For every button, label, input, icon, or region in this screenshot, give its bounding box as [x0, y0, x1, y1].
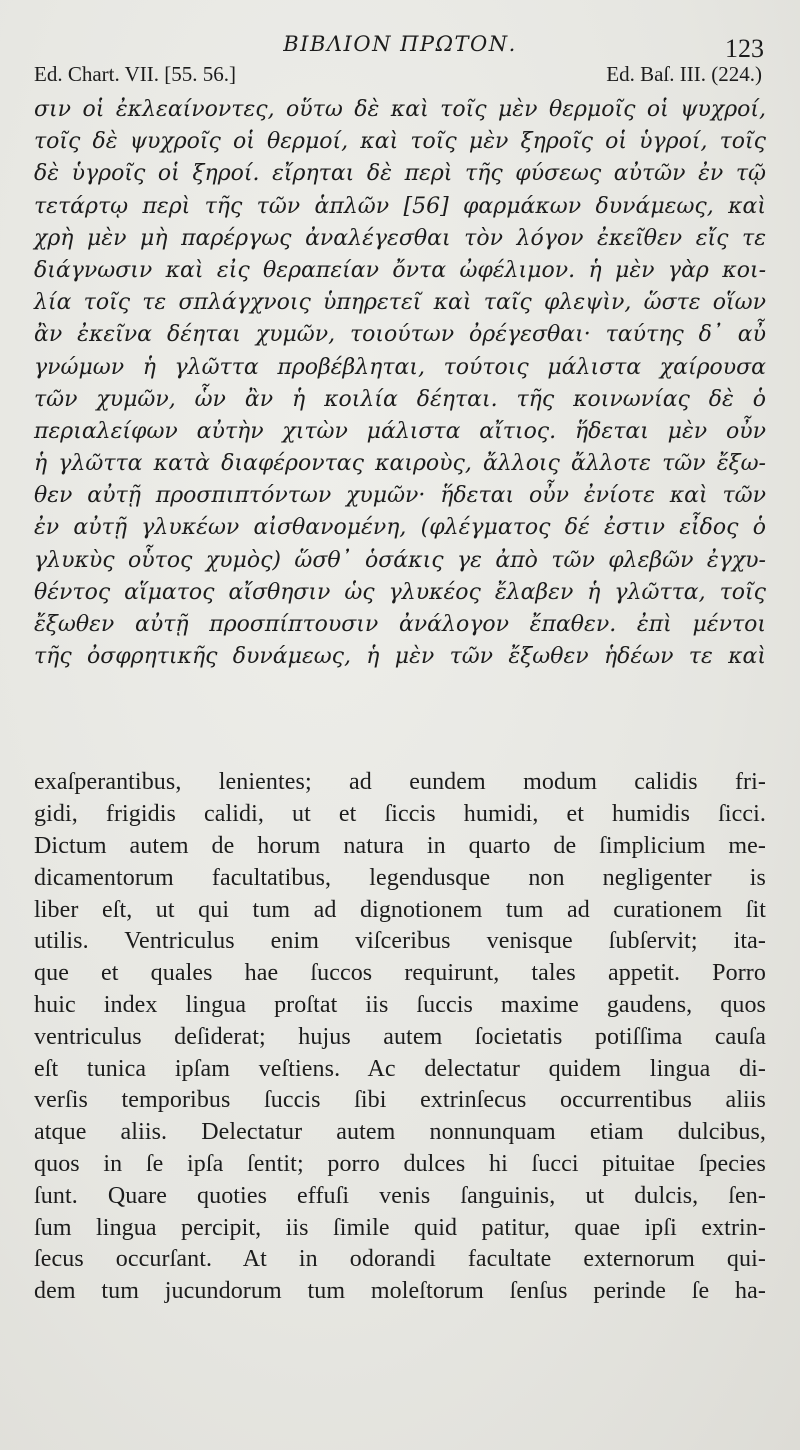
greek-text-line: χρὴ μὲν μὴ παρέργως ἀναλέγεσθαι τὸν λόγον ἐκεῖθεν εἴς τε [34, 225, 766, 251]
latin-text-line: liber eſt, ut qui tum ad dignotionem tum ad curationem ſit [34, 896, 766, 923]
latin-text-line: ſunt. Quare quoties effuſi venis ſanguinis, ut dulcis, ſen- [34, 1182, 766, 1209]
greek-text-line: τοῖς δὲ ψυχροῖς οἱ θερμοί, καὶ τοῖς μὲν ξηροῖς οἱ ὑγροί, τοῖς [34, 129, 766, 155]
greek-text-line: περιαλείφων αὐτὴν χιτὼν μάλιστα αἴτιος. ἥδεται μὲν οὖν [34, 418, 766, 444]
greek-text-line: γλυκὺς οὗτος χυμὸς) ὥσθ᾽ ὁσάκις γε ἀπὸ τῶν φλεβῶν ἐγχυ- [34, 547, 766, 573]
edition-reference-left: Ed. Chart. VII. [55. 56.] [34, 62, 236, 86]
greek-text-line: τῆς ὀσφρητικῆς δυνάμεως, ἡ μὲν τῶν ἔξωθεν ἡδέων τε καὶ [34, 644, 766, 670]
latin-text-line: verſis temporibus ſuccis ſibi extrinſecus occurrentibus aliis [34, 1087, 766, 1114]
latin-text-line: atque aliis. Delectatur autem nonnunquam etiam dulcibus, [34, 1119, 766, 1146]
latin-text-line: huic index lingua proſtat iis ſuccis maxime gaudens, quos [34, 991, 766, 1018]
greek-text-line: θεν αὐτῇ προσπιπτόντων χυμῶν· ἥδεται οὖν ἐνίοτε καὶ τῶν [34, 483, 766, 509]
latin-text-line: ventriculus deſiderat; hujus autem ſocietatis potiſſima cauſa [34, 1023, 766, 1050]
latin-text-line: ſecus occurſant. At in odorandi facultate externorum qui- [34, 1246, 766, 1273]
greek-text-line: τετάρτῳ περὶ τῆς τῶν ἁπλῶν [56] φαρμάκων δυνάμεως, καὶ [34, 193, 766, 219]
greek-text-line: ἂν ἐκεῖνα δέηται χυμῶν, τοιούτων ὀρέγεσθαι· ταύτης δ᾽ αὖ [34, 322, 766, 348]
edition-reference-line [34, 62, 766, 94]
edition-reference-right: Ed. Baſ. III. (224.) [606, 62, 762, 86]
latin-text-line: gidi, frigidis calidi, ut et ſiccis humidi, et humidis ſicci. [34, 801, 766, 828]
greek-text-line: θέντος αἵματος αἴσθησιν ὡς γλυκέος ἔλαβεν ἡ γλῶττα, τοῖς [34, 579, 766, 605]
greek-text-line: ἐν αὐτῇ γλυκέων αἰσθανομένη, (φλέγματος δέ ἐστιν εἶδος ὁ [34, 515, 766, 541]
greek-text-line: ἔξωθεν αὐτῇ προσπίπτουσιν ἀνάλογον ἔπαθεν. ἐπὶ μέντοι [34, 612, 766, 637]
greek-text-line: γνώμων ἡ γλῶττα προβέβληται, τούτοις μάλιστα χαίρουσα [34, 354, 766, 380]
greek-text-line: ἡ γλῶττα κατὰ διαφέροντας καιροὺς, ἄλλοις ἄλλοτε τῶν ἔξω- [34, 451, 766, 477]
latin-text-line: que et quales hae ſuccos requirunt, tales appetit. Porro [34, 960, 766, 987]
column-gap [34, 673, 766, 767]
latin-text-line: quos in ſe ipſa ſentit; porro dulces hi ſucci pituitae ſpecies [34, 1150, 766, 1177]
latin-text-line: eſt tunica ipſam veſtiens. Ac delectatur quidem lingua di- [34, 1055, 766, 1082]
latin-text-line: ſum lingua percipit, iis ſimile quid patitur, quae ipſi extrin- [34, 1214, 766, 1241]
latin-text-line: utilis. Ventriculus enim viſceribus venisque ſubſervit; ita- [34, 928, 766, 955]
running-title: ΒΙΒΛΙΟΝ ΠΡΩΤΟΝ. [283, 32, 517, 56]
latin-text-line: dicamentorum facultatibus, legendusque non negligenter is [34, 864, 766, 891]
greek-text-line: διάγνωσιν καὶ εἰς θεραπείαν ὄντα ὠφέλιμον. ἡ μὲν γὰρ κοι- [34, 257, 766, 283]
latin-text-line: Dictum autem de horum natura in quarto de ſimplicium me- [34, 832, 766, 859]
latin-text-line: dem tum jucundorum tum moleſtorum ſenſus perinde ſe ha- [34, 1278, 766, 1305]
greek-text-line: σιν οἱ ἐκλεαίνοντες, οὕτω δὲ καὶ τοῖς μὲν θερμοῖς οἱ ψυχροί, [34, 97, 766, 122]
page-number: 123 [725, 34, 764, 63]
greek-text-line: δὲ ὑγροῖς οἱ ξηροί. εἴρηται δὲ περὶ τῆς φύσεως αὐτῶν ἐν τῷ [34, 161, 766, 187]
latin-text-block [34, 767, 766, 1308]
greek-text-line: τῶν χυμῶν, ὧν ἂν ἡ κοιλία δέηται. τῆς κοινωνίας δὲ ὁ [34, 386, 766, 412]
latin-text-line: exaſperantibus, lenientes; ad eundem modum calidis fri- [34, 769, 766, 796]
running-head [34, 28, 766, 62]
greek-text-block [34, 94, 766, 673]
greek-text-line: λία τοῖς τε σπλάγχνοις ὑπηρετεῖ καὶ ταῖς φλεψὶν, ὥστε οἵων [34, 290, 766, 316]
